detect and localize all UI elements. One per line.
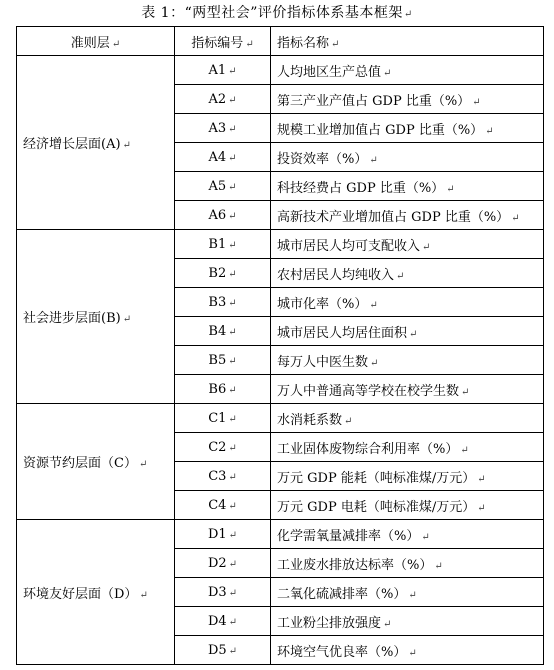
indicator-code-cell [175,172,271,201]
criterion-cell [17,56,175,230]
indicator-name: 城市居民人均可支配收入 [277,238,421,254]
indicator-code: C4 [208,497,227,513]
header-code [175,27,271,56]
indicator-code-cell [175,491,271,520]
table-row [17,56,544,85]
paragraph-mark-icon: ↵ [422,241,431,253]
paragraph-mark-icon: ↵ [228,587,238,599]
indicator-code-cell [175,288,271,317]
indicator-name: 科技经费占 GDP 比重（%） [277,180,445,196]
indicator-name: 农村居民人均纯收入 [277,267,395,283]
paragraph-mark-icon: ↵ [511,212,520,224]
indicator-name: 城市化率（%） [277,296,368,312]
table-row [17,404,544,433]
paragraph-mark-icon: ↵ [138,459,148,470]
indicator-name: 第三产业产值占 GDP 比重（%） [277,93,471,109]
paragraph-mark-icon: ↵ [228,442,237,454]
paragraph-mark-icon: ↵ [228,645,238,657]
indicator-name-cell [271,85,544,114]
paragraph-mark-icon: ↵ [228,500,237,512]
indicator-code: C2 [208,439,227,455]
indicator-code: A4 [208,149,227,165]
paragraph-mark-icon: ↵ [228,123,237,135]
table-caption [0,2,554,22]
caption-text: 表 1：“两型社会”评价指标体系基本框架 [141,5,403,21]
indicator-name: 万元 GDP 电耗（吨标准煤/万元） [277,499,476,515]
indicator-name: 环境空气优良率（%） [277,644,407,660]
indicator-name: 二氧化硫减排率（%） [277,586,407,602]
paragraph-mark-icon: ↵ [228,268,237,280]
paragraph-mark-icon: ↵ [369,154,378,166]
paragraph-mark-icon: ↵ [139,589,148,601]
paragraph-mark-icon: ↵ [228,181,237,193]
indicator-name-cell [271,607,544,636]
indicator-code-cell [175,346,271,375]
indicator-code-cell [175,636,271,665]
paragraph-mark-icon: ↵ [228,384,237,396]
indicator-code: D5 [207,642,227,658]
criterion-label: 资源节约层面（C） [23,456,137,471]
indicator-code-cell [175,549,271,578]
indicator-code: A6 [208,207,227,223]
header-criterion-label: 准则层 [70,35,110,51]
indicator-code: B5 [208,352,227,368]
paragraph-mark-icon: ↵ [228,94,237,106]
indicator-code-cell [175,56,271,85]
paragraph-mark-icon: ↵ [228,558,238,570]
header-name-label: 指标名称 [277,35,330,51]
indicator-name: 水消耗系数 [277,412,343,428]
indicator-name: 投资效率（%） [277,151,368,167]
indicator-name-cell [271,549,544,578]
paragraph-mark-icon: ↵ [111,38,121,50]
criterion-cell [17,404,175,520]
indicator-code-cell [175,317,271,346]
indicator-name-cell [271,56,544,85]
paragraph-mark-icon: ↵ [383,67,392,79]
indicator-name-cell [271,201,544,230]
paragraph-mark-icon: ↵ [477,473,486,485]
indicator-code-cell [175,259,271,288]
indicator-code-cell [175,462,271,491]
indicator-code-cell [175,85,271,114]
paragraph-mark-icon: ↵ [446,183,455,195]
indicator-name-cell [271,404,544,433]
indicator-code: B1 [208,236,227,252]
indicator-name-cell [271,375,544,404]
indicator-code: B2 [208,265,227,281]
paragraph-mark-icon: ↵ [228,529,238,541]
table-row [17,520,544,549]
paragraph-mark-icon: ↵ [485,125,494,137]
indicator-name: 工业废水排放达标率（%） [277,557,433,573]
paragraph-mark-icon: ↵ [477,502,486,514]
paragraph-mark-icon: ↵ [228,239,237,251]
criterion-label: 社会进步层面(B) [23,311,121,326]
indicator-name: 万元 GDP 能耗（吨标准煤/万元） [277,470,476,486]
paragraph-mark-icon: ↵ [228,152,237,164]
paragraph-mark-icon: ↵ [370,357,379,369]
paragraph-mark-icon: ↵ [228,616,238,628]
indicator-name: 高新技术产业增加值占 GDP 比重（%） [277,209,510,225]
indicator-code: A3 [208,120,227,136]
indicator-code-cell [175,114,271,143]
indicator-name: 规模工业增加值占 GDP 比重（%） [277,122,484,138]
indicator-name-cell [271,172,544,201]
paragraph-mark-icon: ↵ [403,9,413,20]
paragraph-mark-icon: ↵ [228,355,237,367]
paragraph-mark-icon: ↵ [409,328,418,340]
indicator-code: C1 [208,410,227,426]
indicator-name-cell [271,636,544,665]
indicator-code: B6 [208,381,227,397]
paragraph-mark-icon: ↵ [472,96,481,108]
indicator-name-cell [271,317,544,346]
indicator-name-cell [271,114,544,143]
indicator-code: A2 [208,91,227,107]
indicator-name-cell [271,230,544,259]
header-criterion [17,27,175,56]
indicator-code: D2 [207,555,227,571]
indicator-name-cell [271,578,544,607]
paragraph-mark-icon: ↵ [408,647,417,659]
paragraph-mark-icon: ↵ [228,326,237,338]
indicator-code: B3 [208,294,227,310]
indicator-code-cell [175,404,271,433]
indicator-name-cell [271,491,544,520]
paragraph-mark-icon: ↵ [331,38,340,50]
indicator-code-cell [175,230,271,259]
paragraph-mark-icon: ↵ [383,618,392,630]
indicator-name: 工业粉尘排放强度 [277,615,382,631]
paragraph-mark-icon: ↵ [228,65,237,77]
indicator-code: A1 [208,62,227,78]
paragraph-mark-icon: ↵ [228,210,237,222]
paragraph-mark-icon: ↵ [461,386,470,398]
paragraph-mark-icon: ↵ [228,297,237,309]
paragraph-mark-icon: ↵ [421,531,430,543]
indicator-name-cell [271,143,544,172]
paragraph-mark-icon: ↵ [396,270,405,282]
indicator-code-cell [175,143,271,172]
criterion-label: 环境友好层面（D） [23,586,138,602]
indicator-table [16,26,544,665]
criterion-cell [17,230,175,404]
indicator-name: 工业固体废物综合利用率（%） [277,441,459,457]
header-code-label: 指标编号 [191,35,244,51]
indicator-code: D4 [207,613,227,629]
indicator-name: 城市居民人均居住面积 [277,325,408,341]
criterion-label: 经济增长层面(A) [23,137,121,152]
paragraph-mark-icon: ↵ [122,140,131,151]
paragraph-mark-icon: ↵ [228,413,237,425]
indicator-code-cell [175,375,271,404]
indicator-code: A5 [208,178,227,194]
indicator-code: D3 [207,584,227,600]
indicator-name-cell [271,288,544,317]
header-row [17,27,544,56]
paragraph-mark-icon: ↵ [408,589,417,601]
paragraph-mark-icon: ↵ [369,299,378,311]
indicator-code: D1 [207,526,227,542]
indicator-name: 万人中普通高等学校在校学生数 [277,383,460,399]
header-name [271,27,544,56]
indicator-code: B4 [208,323,227,339]
indicator-name-cell [271,520,544,549]
indicator-name: 人均地区生产总值 [277,64,382,80]
indicator-name-cell [271,346,544,375]
indicator-name: 每万人中医生数 [277,354,369,370]
indicator-name-cell [271,259,544,288]
paragraph-mark-icon: ↵ [460,444,469,456]
indicator-code-cell [175,520,271,549]
paragraph-mark-icon: ↵ [245,38,254,50]
indicator-name-cell [271,433,544,462]
indicator-code-cell [175,578,271,607]
indicator-code: C3 [208,468,227,484]
indicator-code-cell [175,433,271,462]
indicator-name: 化学需氧量减排率（%） [277,528,420,544]
paragraph-mark-icon: ↵ [122,314,132,325]
paragraph-mark-icon: ↵ [228,471,237,483]
paragraph-mark-icon: ↵ [434,560,443,572]
criterion-cell [17,520,175,665]
indicator-name-cell [271,462,544,491]
indicator-code-cell [175,201,271,230]
table-row [17,230,544,259]
indicator-code-cell [175,607,271,636]
paragraph-mark-icon: ↵ [344,415,353,427]
